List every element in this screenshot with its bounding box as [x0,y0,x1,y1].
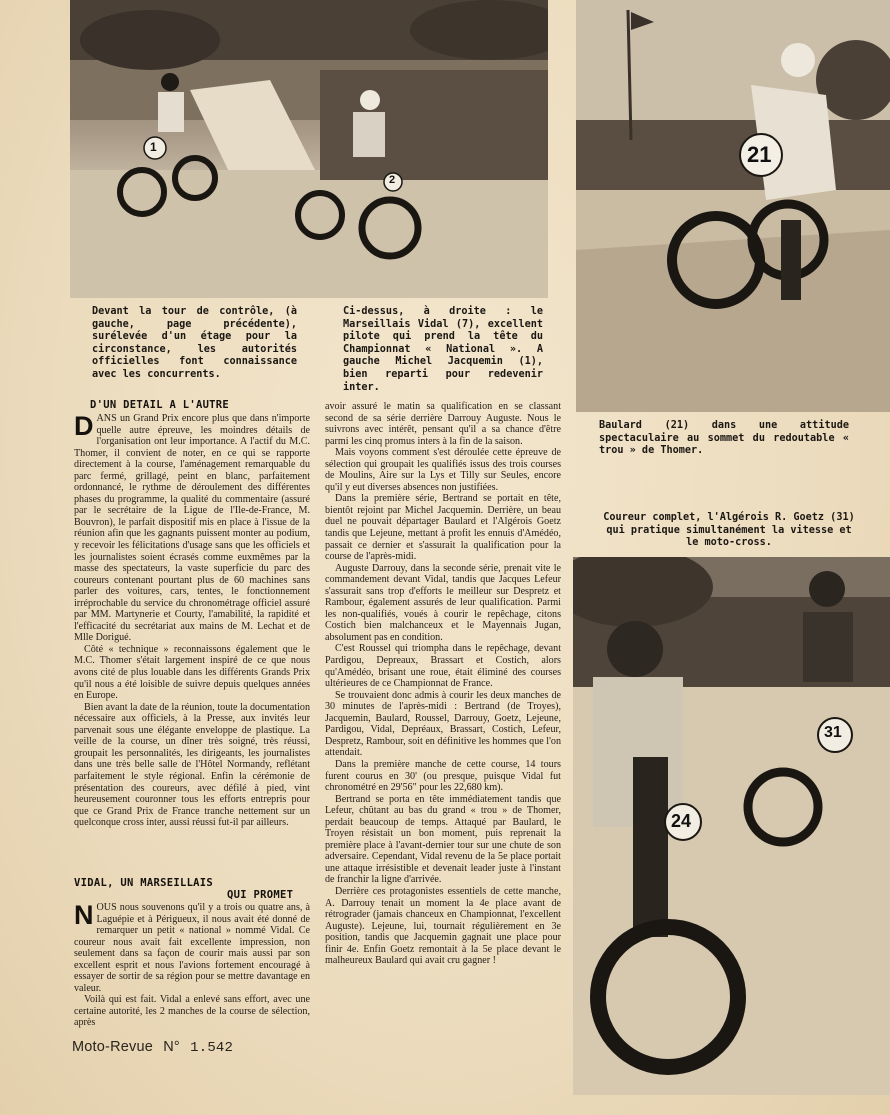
number-plate-31: 31 [824,724,842,741]
paragraph: Mais voyons comment s'est déroulée cette épreuve de sélection qui groupait les qualifiés issus des trois courses de Moulins, Aire sur la Lys et Tilly sur Seules, encore qu'il y eut diverses absences non justifiées. [325,447,561,493]
column-1-bottom [74,902,310,1036]
paragraph: Bien avant la date de la réunion, toute la documentation nécessaire aux officiels, à la Presse, aux invités leur parvenait sous une élégante enveloppe de plastique. La veille de la course, un dîner très soigné, très réussi, groupait les personnalités, les dirigeants, les journalistes dans une très belle salle de l'Hôtel Normandy, reflétant parfaitement le style régional. Enfin la cérémonie de présentation des coureurs, avec défilé à pied, vint heureusement couronner tous les efforts entrepris pour que ce Grand Prix de France tranche nettement sur un quelconque cross inter, aussi réussi fut-il par ailleurs. [74,701,310,829]
column-1-top [74,413,310,868]
paragraph: NOUS nous souvenons qu'il y a trois ou quatre ans, à Laguépie et à Périgueux, il nous avait été donné de remarquer un petit « national » nommé Vidal. Ce coureur nous avait fait excellente impression, non seulement dans sa façon de courir mais aussi par son excellent esprit et nous l'avions fortement encouragé à essayer de sortir de sa région pour se mettre davantage en valeur. [74,902,310,994]
paragraph: DANS un Grand Prix encore plus que dans n'importe quelle autre épreuve, les moindres détails de l'organisation ont leur importance. A l'actif du M.C. Thomer, il convient de noter, en ce qui se rapporte directement à la course, l'aménagement remarquable du parc fermé, grillagé, peint en blanc, parfaitement ordonnancé, le rythme de déroulement des différentes phases du programme, la qualité du commentaire (assuré par le secrétaire de la Ligue de l'Ile-de-France, M. Bouvron), le parfait dispositif mis en place à l'issue de la réunion afin que les gagnants puissent monter au podium, y recevoir les félicitations d'usage sans que les officiels et les journalistes soient écrasés comme euxmêmes par la masse des spectateurs, la vaste superficie du parc des coureurs contenant pourtant plus de 60 machines sans parler des voitures, cars, tentes, le fonctionnement irréprochable du service du chronométrage officiel assuré par MM. Martynerie et Courty, l'amabilité, la rapidité et l'efficacité du secrétariat aux mains de M. Lechat et de Mlle Dorigué. [74,413,310,644]
number-plate-21: 21 [747,142,772,167]
paragraph: Se trouvaient donc admis à courir les deux manches de 30 minutes de l'après-midi : Bertrand (de Troyes), Jacquemin, Baulard, Roussel, Darrouy, Goetz, Lejeune, Pardigou, Vidal, Depréaux, Brassart, Costich, Lefeur, Despretz, Rambour, soit en définitive les hommes que l'on attendait. [325,689,561,759]
paragraph: Voilà qui est fait. Vidal a enlevé sans effort, avec une certaine autorité, les 2 manches de la course de sélection, après [74,994,310,1029]
number-plate-24: 24 [671,811,692,831]
photo-jacquemin-vidal [70,0,548,298]
magazine-name: Moto-Revue [72,1039,153,1055]
drop-cap: D [74,413,94,441]
heading-detail: D'UN DETAIL A L'AUTRE [90,399,230,411]
heading-vidal-line2: QUI PROMET [227,889,294,901]
heading-vidal-line1: VIDAL, UN MARSEILLAIS [74,877,214,889]
paragraph: Auguste Darrouy, dans la seconde série, prenait vite le commandement devant Vidal, tandis que Jacques Lefeur s'assurait sans trop d'efforts le meilleur sur Despretz et Rambour, également assurés de leur qualification. Parmi les non-qualifiés, voués à courir le repêchage, citons Costich bien malchanceux et le Mayennais Jugan, absolument pas en condition. [325,562,561,643]
paragraph: Derrière ces protagonistes essentiels de cette manche, A. Darrouy tenait un moment la 4e place avant de rétrograder (jamais chanceux en Championnat, l'excellent Auguste). Lejeune, lui, tournait régulièrement en 3e position, tandis que Jacquemin gagnait une place pour finir 4e. Enfin Goetz remontait à la 5e place devant le malheureux Baulard qui avait cru gagner ! [325,885,561,967]
caption-vidal: Ci-dessus, à droite : le Marseillais Vidal (7), excellent pilote qui prend la tête du Championnat « National ». A gauche Michel Jacquemin (1), bien reparti pour redevenir inter. [343,306,543,393]
paragraph: Bertrand se porta en tête immédiatement tandis que Lefeur, chûtant au bas du grand « trou » de Thomer, perdait beaucoup de temps. Attaqué par Baulard, le Troyen résistait un bon moment, puis reprenait la première place à l'avant-dernier tour sur une chute de son adversaire. Cependant, Vidal revenu de la 5e place portait une attaque irrésistible et devenait leader juste à l'instant de franchir la ligne d'arrivée. [325,793,561,886]
issue-label: N° [163,1039,180,1055]
caption-control-tower: Devant la tour de contrôle, (à gauche, page précédente), surélevée d'un étage pour la circonstance, les autorités officielles font connaissance avec les concurrents. [92,306,297,380]
photo-goetz [573,557,890,1095]
number-plate-1: 1 [150,140,157,154]
paragraph: Dans la première manche de cette course, 14 tours furent courus en 30' (ou presque, puisque Vidal fut chronométré en 29'56" pour les 22,680 km). [325,758,561,794]
paragraph: Côté « technique » reconnaissons également que le M.C. Thomer s'était largement inspiré de ce que nous avons cité de plus louable dans les différents Grands Prix qu'il nous a été loisible de suivre depuis quelques années en Europe. [74,643,310,702]
photo-baulard [576,0,890,412]
number-plate-2: 2 [389,174,396,186]
paragraph: Dans la première série, Bertrand se portait en tête, bientôt rejoint par Michel Jacquemin. Derrière, un beau duel ne pouvait départager Baulard et l'Algérois Goetz tandis que Lejeune, mettant à profit les ennuis d'Amédéo, passait ce dernier et s'assurait la qualification pour la course de l'après-midi. [325,493,561,563]
caption-baulard: Baulard (21) dans une attitude spectaculaire au sommet du redoutable « trou » de Thomer. [599,420,849,457]
drop-cap: N [74,902,94,930]
column-2 [325,401,561,1031]
paragraph: avoir assuré le matin sa qualification en se classant second de sa série derrière Darrouy Auguste. Nous le suivrons avec intérêt, pensant qu'il a sa chance d'être parmi les cinq promus inters à la fin de la saison. [325,401,561,447]
issue-number: 1.542 [190,1040,234,1056]
page-footer [72,1039,239,1056]
paragraph: C'est Roussel qui triompha dans le repêchage, devant Pardigou, Depreaux, Brassart et Costich, alors qu'Amédéo, brisant une roue, était éliminé des courses ultérieures de ce Championnat de France. [325,643,561,690]
caption-goetz: Coureur complet, l'Algérois R. Goetz (31) qui pratique simultanément la vitesse et le moto-cross. [603,512,855,549]
